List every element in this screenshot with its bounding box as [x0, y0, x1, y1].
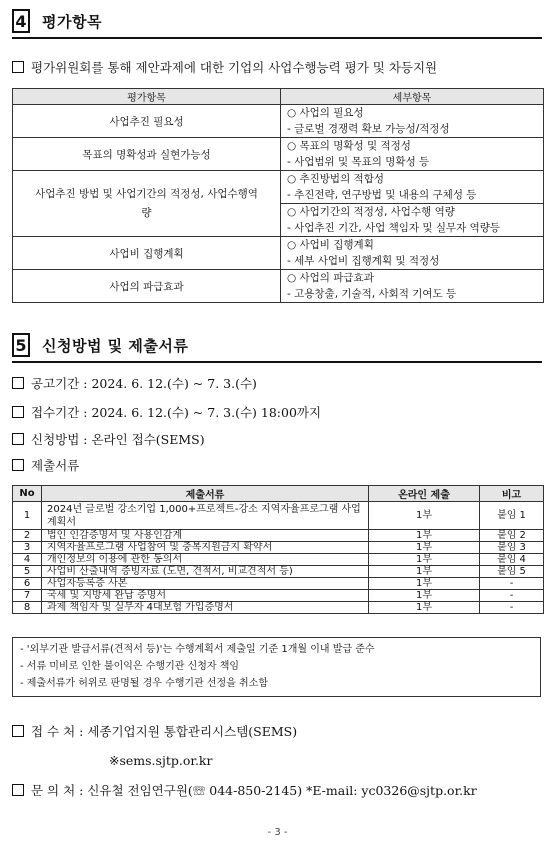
table-row: [13, 554, 544, 566]
submission-office-line: [12, 722, 297, 740]
remark: -: [480, 602, 544, 614]
header-cell: 제출서류: [42, 486, 369, 502]
table-row: [13, 566, 544, 578]
document-name: 개인정보의 이용에 관한 동의서: [42, 554, 369, 566]
eval-detail: [281, 270, 544, 303]
detail-sub: - 세부 사업비 집행계획 및 적정성: [287, 255, 440, 267]
checkbox-square-icon: [12, 377, 24, 389]
eval-category: 목표의 명확성과 실현가능성: [13, 138, 281, 171]
row-number: 1: [13, 502, 42, 530]
inquiry-line: [12, 781, 477, 799]
section-divider: [12, 361, 542, 363]
note-line: - '외부기관 발급서류(견적서 등)'는 수행계획서 제출일 기준 1개월 이내 발급 준수: [20, 644, 375, 655]
document-name: 지역자율프로그램 사업참여 및 중복지원금지 확약서: [42, 542, 369, 554]
section-number: 5: [12, 333, 30, 357]
documents-text: 제출서류: [31, 458, 80, 473]
evaluation-table: [12, 88, 544, 303]
checkbox-square-icon: [12, 784, 24, 796]
online-submit-qty: 1부: [369, 554, 480, 566]
online-submit-qty: 1부: [369, 530, 480, 542]
header-cell: 온라인 제출: [369, 486, 480, 502]
checkbox-square-icon: [12, 459, 24, 471]
remark: 붙임 5: [480, 566, 544, 578]
section-divider: [12, 37, 542, 39]
document-name: 법인 인감증명서 및 사용인감계: [42, 530, 369, 542]
section-title: 신청방법 및 제출서류: [42, 336, 189, 355]
notice-period-line: [12, 374, 257, 392]
receipt-period-text: 접수기간 : 2024. 6. 12.(수) ~ 7. 3.(수) 18:00까지: [31, 405, 322, 420]
submission-office-text: 접 수 처 : 세종기업지원 통합관리시스템(SEMS): [31, 724, 298, 739]
remark: -: [480, 578, 544, 590]
note-line: - 제출서류가 허위로 판명될 경우 수행기관 선정을 취소함: [20, 678, 269, 689]
sems-url[interactable]: ※sems.sjtp.or.kr: [109, 753, 213, 768]
online-submit-qty: 1부: [369, 602, 480, 614]
detail-item: ○ 추진방법의 적합성: [287, 173, 384, 185]
intro-line: [12, 58, 437, 76]
online-submit-qty: 1부: [369, 542, 480, 554]
remark: -: [480, 590, 544, 602]
table-row: [13, 578, 544, 590]
checkbox-square-icon: [12, 433, 24, 445]
eval-category: 사업추진 필요성: [13, 105, 281, 138]
receipt-period-line: [12, 403, 321, 421]
eval-detail: [281, 138, 544, 171]
document-name: 2024년 글로벌 강소기업 1,000+프로젝트-강소 지역자율프로그램 사업계획서: [42, 502, 369, 530]
table-row: [13, 138, 544, 171]
header-cell: 평가항목: [13, 89, 281, 105]
remark: 붙임 1: [480, 502, 544, 530]
detail-item: ○ 목표의 명확성 및 적정성: [287, 140, 411, 152]
notice-period-text: 공고기간 : 2024. 6. 12.(수) ~ 7. 3.(수): [31, 376, 257, 391]
table-header-row: [13, 486, 544, 502]
notes-box: [12, 637, 541, 697]
remark: 붙임 3: [480, 542, 544, 554]
row-number: 8: [13, 602, 42, 614]
online-submit-qty: 1부: [369, 590, 480, 602]
detail-sub: - 사업범위 및 목표의 명확성 등: [287, 156, 430, 168]
application-method-text: 신청방법 : 온라인 접수(SEMS): [31, 432, 205, 447]
detail-sub: - 글로벌 경쟁력 확보 가능성/적정성: [287, 123, 450, 135]
eval-category: 사업비 집행계획: [13, 237, 281, 270]
eval-detail: [281, 171, 544, 204]
document-name: 사업자등록증 사본: [42, 578, 369, 590]
detail-sub: - 사업추진 기간, 사업 책임자 및 실무자 역량등: [287, 222, 501, 234]
row-number: 6: [13, 578, 42, 590]
header-cell: 세부항목: [281, 89, 544, 105]
checkbox-square-icon: [12, 725, 24, 737]
eval-detail: [281, 204, 544, 237]
note-line: - 서류 미비로 인한 불이익은 수행기관 신청자 책임: [20, 661, 240, 672]
documents-line: [12, 456, 79, 474]
eval-category: 사업추진 방법 및 사업기간의 적정성, 사업수행역량: [13, 171, 281, 237]
header-cell: No: [13, 486, 42, 502]
table-row: [13, 237, 544, 270]
application-method-line: [12, 430, 205, 448]
detail-sub: - 고용창출, 기술적, 사회적 기여도 등: [287, 288, 457, 300]
table-row: [13, 171, 544, 204]
document-name: 사업비 산출내역 증빙자료 (도면, 견적서, 비교견적서 등): [42, 566, 369, 578]
table-row: [13, 530, 544, 542]
remark: 붙임 2: [480, 530, 544, 542]
table-row: [13, 590, 544, 602]
row-number: 4: [13, 554, 42, 566]
eval-category: 사업의 파급효과: [13, 270, 281, 303]
online-submit-qty: 1부: [369, 502, 480, 530]
checkbox-square-icon: [12, 406, 24, 418]
detail-item: ○ 사업의 필요성: [287, 107, 364, 119]
row-number: 3: [13, 542, 42, 554]
intro-text: 평가위원회를 통해 제안과제에 대한 기업의 사업수행능력 평가 및 차등지원: [31, 60, 438, 75]
table-row: [13, 602, 544, 614]
header-cell: 비고: [480, 486, 544, 502]
row-number: 2: [13, 530, 42, 542]
document-name: 국세 및 지방세 완납 증명서: [42, 590, 369, 602]
detail-item: ○ 사업기간의 적정성, 사업수행 역량: [287, 206, 455, 218]
document-name: 과제 책임자 및 실무자 4대보험 가입증명서: [42, 602, 369, 614]
online-submit-qty: 1부: [369, 566, 480, 578]
table-row: [13, 502, 544, 530]
remark: 붙임 4: [480, 554, 544, 566]
inquiry-text: 문 의 처 : 신유철 전임연구원(☏ 044-850-2145) *E-mail: yc0326@sjtp.or.kr: [31, 783, 477, 798]
table-row: [13, 270, 544, 303]
eval-detail: [281, 237, 544, 270]
section-4-header: [12, 9, 102, 33]
section-title: 평가항목: [42, 12, 102, 31]
section-number: 4: [12, 9, 30, 33]
detail-item: ○ 사업비 집행계획: [287, 239, 374, 251]
table-header-row: [13, 89, 544, 105]
row-number: 7: [13, 590, 42, 602]
table-row: [13, 542, 544, 554]
page-number: - 3 -: [267, 827, 288, 838]
section-5-header: [12, 333, 188, 357]
row-number: 5: [13, 566, 42, 578]
online-submit-qty: 1부: [369, 578, 480, 590]
table-row: [13, 105, 544, 138]
detail-item: ○ 사업의 파급효과: [287, 272, 374, 284]
detail-sub: - 추진전략, 연구방법 및 내용의 구체성 등: [287, 189, 477, 201]
eval-detail: [281, 105, 544, 138]
checkbox-square-icon: [12, 61, 24, 73]
documents-table: [12, 485, 544, 614]
